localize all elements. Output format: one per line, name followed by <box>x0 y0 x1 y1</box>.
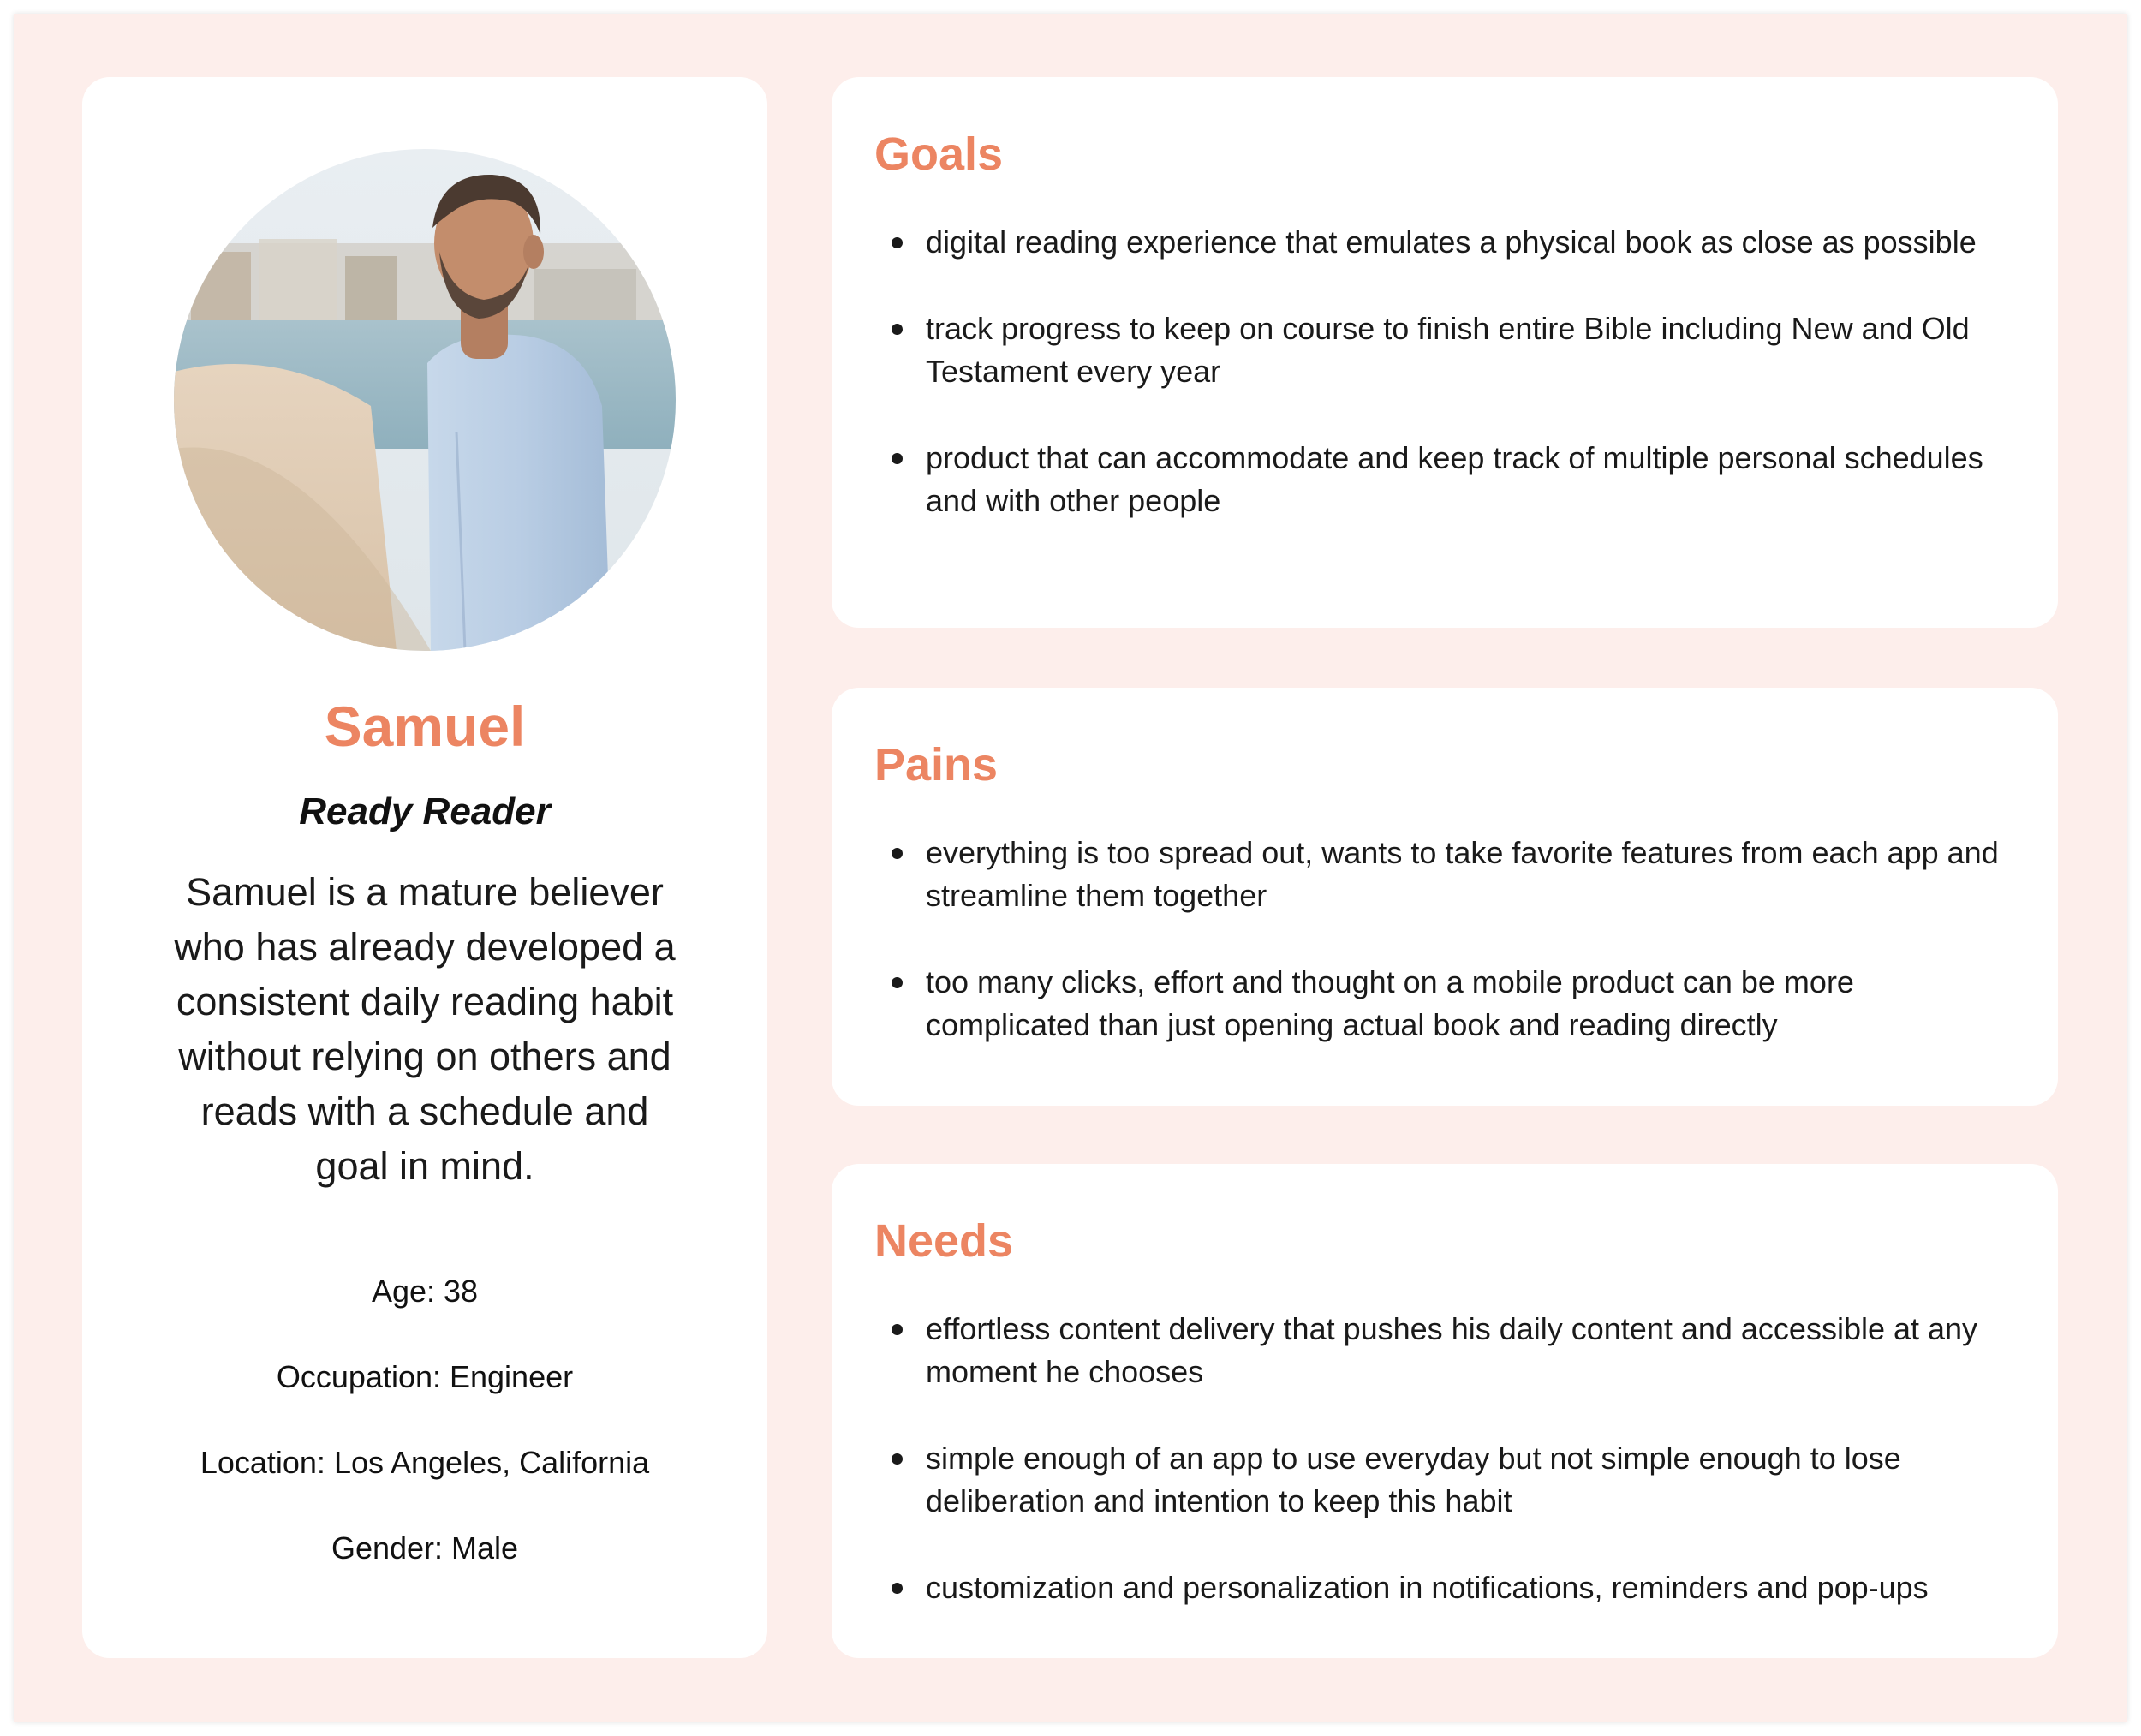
pains-title: Pains <box>874 739 999 790</box>
profile-card <box>82 77 767 1658</box>
list-item <box>892 1566 2005 1609</box>
list-item-text: track progress to keep on course to finish entire Bible including New and Old Testament every year <box>926 311 1970 389</box>
fact-occupation: Occupation: Engineer <box>276 1359 574 1394</box>
bullet-icon <box>892 1583 903 1594</box>
list-item-text: simple enough of an app to use everyday but not simple enough to lose deliberation and intention to keep this habit <box>926 1441 1901 1518</box>
fact-gender: Gender: Male <box>331 1530 519 1566</box>
bullet-icon <box>892 848 903 859</box>
persona-bio: Samuel is a mature believer who has already developed a consistent daily reading habit without relying on others and reads with a schedule and goal in mind. <box>174 870 676 1188</box>
list-item-text: digital reading experience that emulates a physical book as close as possible <box>926 224 1977 260</box>
bullet-icon <box>892 237 903 248</box>
pains-card <box>832 688 2058 1106</box>
persona-board <box>14 14 2127 1722</box>
list-item-text: product that can accommodate and keep track of multiple personal schedules and with other people <box>926 440 1983 518</box>
pains-list <box>892 832 2005 1090</box>
list-item <box>892 221 2005 264</box>
avatar <box>174 149 676 651</box>
goals-list <box>892 221 2005 566</box>
bullet-icon <box>892 1453 903 1465</box>
fact-location: Location: Los Angeles, California <box>200 1445 650 1480</box>
persona-type: Ready Reader <box>299 790 551 832</box>
bullet-icon <box>892 324 903 335</box>
goals-title: Goals <box>874 128 1004 180</box>
avatar-photo <box>174 149 676 651</box>
list-item <box>892 961 2005 1047</box>
needs-title: Needs <box>874 1215 1014 1267</box>
list-item-text: customization and personalization in notifications, reminders and pop-ups <box>926 1570 1929 1605</box>
persona-name: Samuel <box>324 695 526 758</box>
bullet-icon <box>892 1324 903 1335</box>
needs-list <box>892 1308 2005 1653</box>
persona-facts <box>82 1272 767 1614</box>
goals-card <box>832 77 2058 628</box>
list-item-text: everything is too spread out, wants to take favorite features from each app and streamline them together <box>926 835 1999 913</box>
list-item <box>892 1437 2005 1523</box>
list-item-text: effortless content delivery that pushes his daily content and accessible at any moment he chooses <box>926 1311 1978 1389</box>
list-item <box>892 307 2005 393</box>
needs-card <box>832 1164 2058 1658</box>
list-item <box>892 1308 2005 1393</box>
bullet-icon <box>892 453 903 464</box>
bullet-icon <box>892 977 903 988</box>
list-item <box>892 832 2005 917</box>
list-item-text: too many clicks, effort and thought on a mobile product can be more complicated than just opening actual book and reading directly <box>926 964 1854 1042</box>
list-item <box>892 437 2005 522</box>
fact-age: Age: 38 <box>371 1274 479 1309</box>
